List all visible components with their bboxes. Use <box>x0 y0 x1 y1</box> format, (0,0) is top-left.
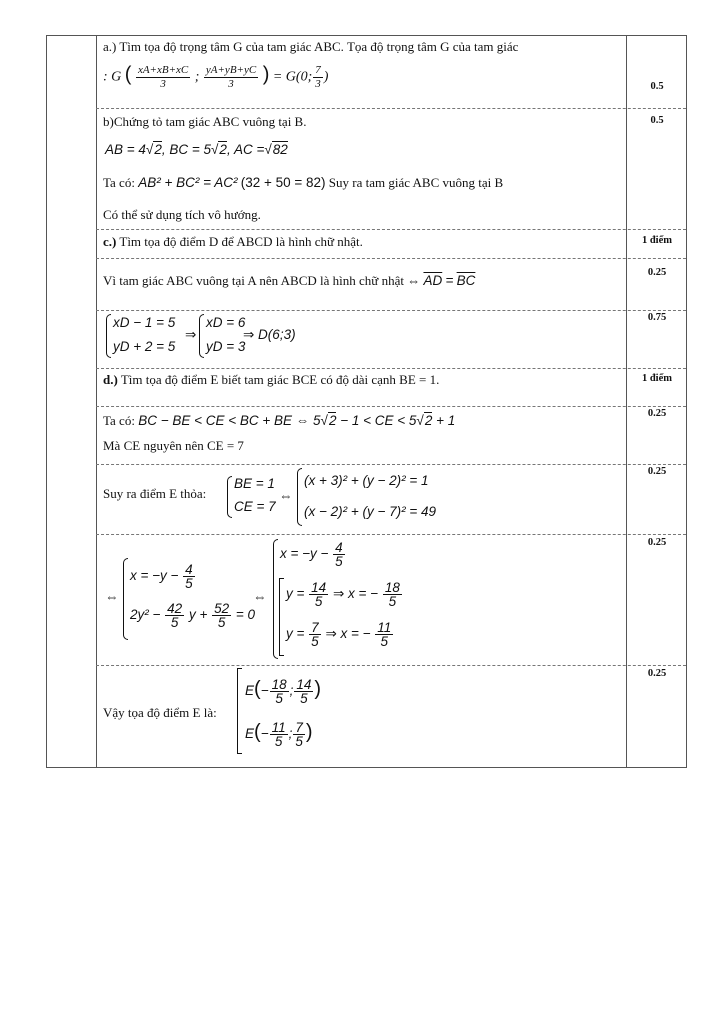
yd-equation: yD + 2 = 5 <box>113 339 176 354</box>
formula-prefix: : G <box>103 69 122 85</box>
fraction-numerator: 52 <box>214 601 230 616</box>
column-divider-score <box>626 36 627 767</box>
result-brace <box>199 314 204 358</box>
rectangle-reason: Vì tam giác ABC vuông tại A nên ABCD là hình chữ nhật <box>103 273 404 288</box>
score-d: 1 điểm <box>641 373 673 384</box>
y-value-label: y = <box>286 586 305 602</box>
ac-length: , AC = <box>226 142 265 157</box>
fraction-denominator: 5 <box>217 615 226 630</box>
system-brace <box>106 314 111 358</box>
iff-symbol: ⇔ <box>407 273 421 288</box>
be-condition: BE = 1 <box>234 476 275 491</box>
x-in-terms-of-y <box>130 563 196 590</box>
inequality-part-2: − 1 < CE < 5 <box>336 413 417 428</box>
separator: ; <box>289 683 294 699</box>
x-expression: x = −y − <box>280 546 329 562</box>
part-a-formula: : G ( $\frac{xA+xB+xC}{3}$ ; $\frac{yA+yB+yC}{3}$ ) = G(0; $\frac{7}{3}$ ) <box>103 63 329 90</box>
solution-brace <box>273 539 278 659</box>
centroid-y-denominator: 3 <box>228 78 234 90</box>
x-value-label: ⇒ x = − <box>325 626 371 642</box>
yd-value: yD = 3 <box>206 339 246 354</box>
iff-symbol: ⇔ <box>253 589 267 604</box>
centroid-result: = G(0; <box>272 69 313 85</box>
row-divider <box>96 310 686 311</box>
fraction-numerator: 4 <box>185 562 193 577</box>
inequality-radicand-2: 2 <box>424 413 433 428</box>
centroid-x-denominator: 3 <box>160 78 166 90</box>
fraction-numerator: 11 <box>377 620 392 635</box>
y-value-label: y = <box>286 626 305 642</box>
point-e-conditions-label: Suy ra điểm E thỏa: <box>103 486 207 501</box>
fraction-numerator: 18 <box>271 677 287 692</box>
ac-radicand: 82 <box>272 142 288 157</box>
x-expression: x = −y − <box>130 568 179 584</box>
answer-bracket <box>237 668 242 754</box>
fraction-numerator: 7 <box>295 720 303 735</box>
substitution-brace <box>123 558 128 640</box>
pythagoras-check: (32 + 50 = 82) <box>240 175 326 190</box>
grading-table <box>46 35 687 768</box>
iff-symbol: ⇔ <box>279 488 293 503</box>
inequality-radicand-1: 2 <box>328 413 337 428</box>
bc-length: , BC = 5 <box>161 142 211 157</box>
row-divider <box>96 368 686 369</box>
part-d-title <box>103 372 439 388</box>
score-c-1: 0.25 <box>647 267 667 278</box>
score-c-2: 0.75 <box>647 312 667 323</box>
fraction-denominator: 5 <box>311 634 319 649</box>
part-c-label: c.) <box>103 234 117 249</box>
fraction-denominator: 5 <box>380 634 389 649</box>
fraction-denominator: 5 <box>275 691 283 706</box>
iff-symbol: ⇔ <box>105 589 119 604</box>
row-divider <box>96 464 686 465</box>
fraction-denominator: 5 <box>295 734 303 749</box>
fraction-numerator: 14 <box>311 580 327 595</box>
part-c-text: Tìm tọa độ điểm D để ABCD là hình chữ nhật. <box>116 234 363 249</box>
fraction-denominator: 5 <box>185 576 193 591</box>
ab-length: AB = 4 <box>105 142 146 157</box>
quadratic-in-y <box>130 602 255 629</box>
solution-2 <box>286 621 394 648</box>
fraction-numerator: 42 <box>167 601 183 616</box>
point-label: E <box>245 683 255 699</box>
solution-bracket <box>279 578 284 656</box>
xd-value: xD = 6 <box>206 315 246 330</box>
fraction-numerator: 11 <box>271 720 286 735</box>
score-d-2: 0.25 <box>647 466 667 477</box>
fraction-numerator: 4 <box>335 540 343 555</box>
side-lengths: AB = 4√2, BC = 5√2, AC =√82 <box>105 142 288 157</box>
ce-integer-note: Mà CE nguyên nên CE = 7 <box>103 438 244 453</box>
pythagoras-equation: AB² + BC² = AC² <box>138 175 238 190</box>
fraction-denominator: 5 <box>170 615 179 630</box>
circle-c-equation: (x − 2)² + (y − 7)² = 49 <box>304 504 437 519</box>
xd-equation: xD − 1 = 5 <box>113 315 176 330</box>
separator: ; <box>194 69 200 85</box>
close-paren: ) <box>323 69 329 85</box>
point-e-2: E(− $\frac{11}{5}$ ; $\frac{7}{5}$ ) <box>245 720 313 749</box>
fraction-denominator: 5 <box>388 594 397 609</box>
circle-system-brace <box>297 468 302 526</box>
row-divider <box>96 229 686 230</box>
bc-radicand: 2 <box>219 142 227 157</box>
implies-symbol: ⇒ <box>185 327 197 342</box>
vector-ad: $\overline{AD}$ <box>423 273 443 288</box>
conditions-brace <box>227 476 232 518</box>
circle-b-equation: (x + 3)² + (y − 2)² = 1 <box>304 473 429 488</box>
part-d-text: Tìm tọa độ điểm E biết tam giác BCE có độ dài cạnh BE = 1. <box>117 372 440 387</box>
row-divider <box>96 665 686 666</box>
column-divider-left <box>96 36 97 767</box>
minus-sign: − <box>260 683 269 699</box>
ta-co-label: Ta có: <box>103 175 135 190</box>
centroid-y-numerator: yA+yB+yC <box>205 64 257 76</box>
triangle-inequality: Ta có: BC − BE < CE < BC + BE ⇔ 5√2 − 1 < CE < 5√2 + 1 <box>103 413 456 428</box>
fraction-denominator: 5 <box>335 554 343 569</box>
part-b-title: b)Chứng tỏ tam giác ABC vuông tại B. <box>103 114 307 129</box>
dot-product-note: Có thể sử dụng tích vô hướng. <box>103 207 261 222</box>
score-d-1: 0.25 <box>647 408 667 419</box>
score-d-3: 0.25 <box>647 537 667 548</box>
part-c-title <box>103 234 363 250</box>
pythagoras-line <box>103 175 503 191</box>
equals-zero: = 0 <box>235 607 256 623</box>
fraction-numerator: 7 <box>311 620 319 635</box>
score-b: 0.5 <box>650 115 664 126</box>
vector-bc: $\overline{BC}$ <box>456 273 476 288</box>
row-divider <box>96 258 686 259</box>
part-a-title: a.) Tìm tọa độ trọng tâm G của tam giác ABC. Tọa độ trọng tâm G của tam giác <box>103 39 519 54</box>
x-value-label: ⇒ x = − <box>332 586 379 602</box>
score-a: 0.5 <box>650 81 664 92</box>
point-e-1: E(− $\frac{18}{5}$ ; $\frac{14}{5}$ ) <box>245 677 322 706</box>
part-d-label: d.) <box>103 372 118 387</box>
fraction-denominator: 5 <box>314 594 323 609</box>
row-divider <box>96 406 686 407</box>
final-answer-label: Vậy tọa độ điểm E là: <box>103 705 217 720</box>
fraction-numerator: 18 <box>384 580 400 595</box>
fraction-numerator: 7 <box>315 64 321 76</box>
right-angle-conclusion: Suy ra tam giác ABC vuông tại B <box>328 175 504 190</box>
equals-symbol: = <box>445 273 454 288</box>
centroid-x-numerator: xA+xB+xC <box>137 64 189 76</box>
fraction-denominator: 5 <box>300 691 308 706</box>
rectangle-condition <box>103 273 475 289</box>
inequality-part-1: BC − BE < CE < BC + BE ⇔ 5 <box>138 413 321 428</box>
separator: ; <box>288 726 293 742</box>
linear-term: y + <box>188 607 208 623</box>
solution-1 <box>286 581 403 608</box>
row-divider <box>96 108 686 109</box>
score-c: 1 điểm <box>641 235 673 246</box>
x-in-terms-of-y-repeat <box>280 541 346 568</box>
fraction-denominator: 3 <box>315 78 321 90</box>
minus-sign: − <box>260 726 269 742</box>
ce-condition: CE = 7 <box>234 499 276 514</box>
ta-co-label: Ta có: <box>103 413 135 428</box>
fraction-numerator: 14 <box>296 677 312 692</box>
fraction-denominator: 5 <box>274 734 283 749</box>
ab-radicand: 2 <box>154 142 162 157</box>
score-d-4: 0.25 <box>647 668 667 679</box>
point-d-result: ⇒ D(6;3) <box>243 327 296 342</box>
row-divider <box>96 534 686 535</box>
point-label: E <box>245 726 255 742</box>
inequality-part-3: + 1 <box>432 413 456 428</box>
quadratic-term: 2y² − <box>130 607 161 623</box>
